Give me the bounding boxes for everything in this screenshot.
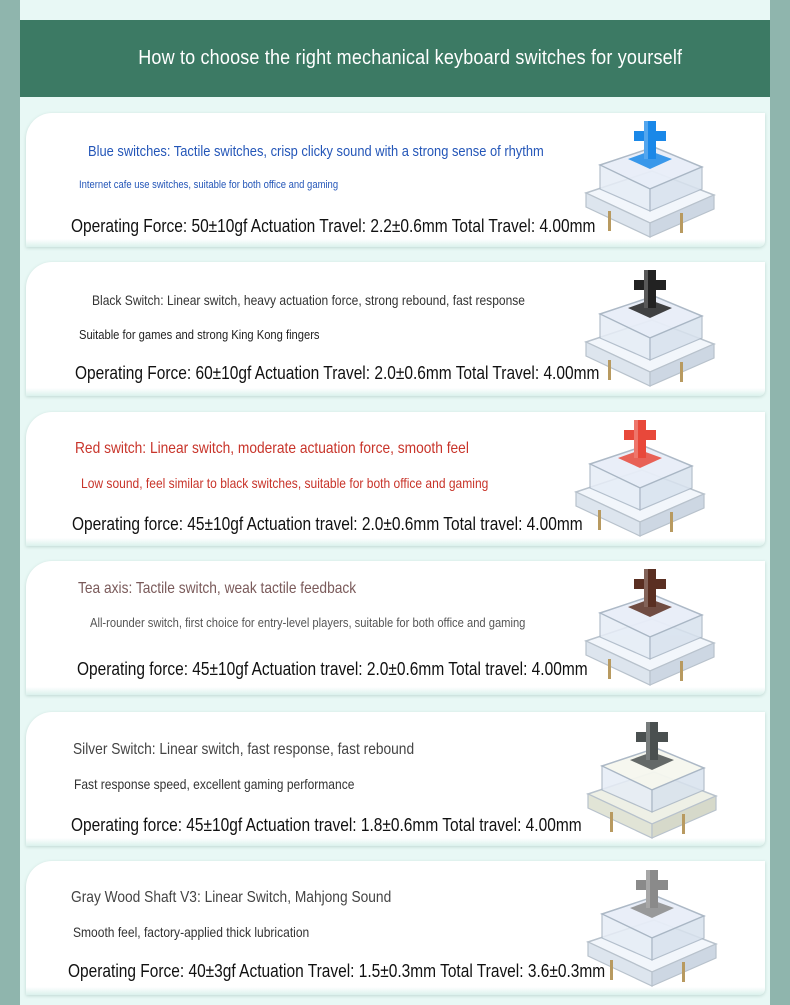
switch-specs: Operating Force: 50±10gf Actuation Travel: 2.2±0.6mm Total Travel: 4.00mm: [71, 216, 596, 236]
page-header: [20, 20, 770, 97]
switch-title: Blue switches: Tactile switches, crisp clicky sound with a strong sense of rhythm: [88, 143, 544, 160]
switch-title: Red switch: Linear switch, moderate actuation force, smooth feel: [75, 440, 469, 457]
switch-specs: Operating Force: 60±10gf Actuation Travel: 2.0±0.6mm Total Travel: 4.00mm: [75, 363, 600, 383]
silver-switch-icon: [576, 716, 726, 844]
gray-switch-icon: [576, 863, 726, 993]
switch-subtitle: Fast response speed, excellent gaming performance: [74, 776, 355, 792]
switch-title: Black Switch: Linear switch, heavy actuation force, strong rebound, fast response: [92, 292, 526, 308]
switch-card-gray: [26, 861, 765, 995]
switch-subtitle: Internet cafe use switches, suitable for both office and gaming: [79, 179, 339, 191]
switch-subtitle: Low sound, feel similar to black switches, suitable for both office and gaming: [81, 475, 489, 491]
switch-subtitle: Smooth feel, factory-applied thick lubrication: [73, 924, 310, 940]
switch-specs: Operating Force: 40±3gf Actuation Travel: 1.5±0.3mm Total Travel: 3.6±0.3mm: [68, 961, 606, 981]
brown-switch-icon: [574, 563, 724, 691]
switch-specs: Operating force: 45±10gf Actuation travel: 2.0±0.6mm Total travel: 4.00mm: [72, 514, 583, 534]
switch-subtitle: Suitable for games and strong King Kong fingers: [79, 327, 320, 342]
switch-card-red: [26, 412, 765, 546]
switch-title: Gray Wood Shaft V3: Linear Switch, Mahjong Sound: [71, 889, 392, 906]
switch-title: Tea axis: Tactile switch, weak tactile feedback: [78, 580, 357, 597]
switch-card-blue: [26, 113, 765, 247]
switch-subtitle: All-rounder switch, first choice for entry-level players, suitable for both office and gaming: [90, 615, 526, 630]
black-switch-icon: [574, 264, 724, 392]
switch-title: Silver Switch: Linear switch, fast response, fast rebound: [73, 741, 415, 758]
switch-specs: Operating force: 45±10gf Actuation travel: 1.8±0.6mm Total travel: 4.00mm: [71, 815, 582, 835]
switch-card-silver: [26, 712, 765, 846]
switch-specs: Operating force: 45±10gf Actuation travel: 2.0±0.6mm Total travel: 4.00mm: [77, 659, 588, 679]
page-title: How to choose the right mechanical keyboard switches for yourself: [138, 47, 682, 69]
switch-card-brown: [26, 561, 765, 695]
switch-card-black: [26, 262, 765, 396]
blue-switch-icon: [574, 115, 724, 243]
red-switch-icon: [564, 414, 714, 542]
